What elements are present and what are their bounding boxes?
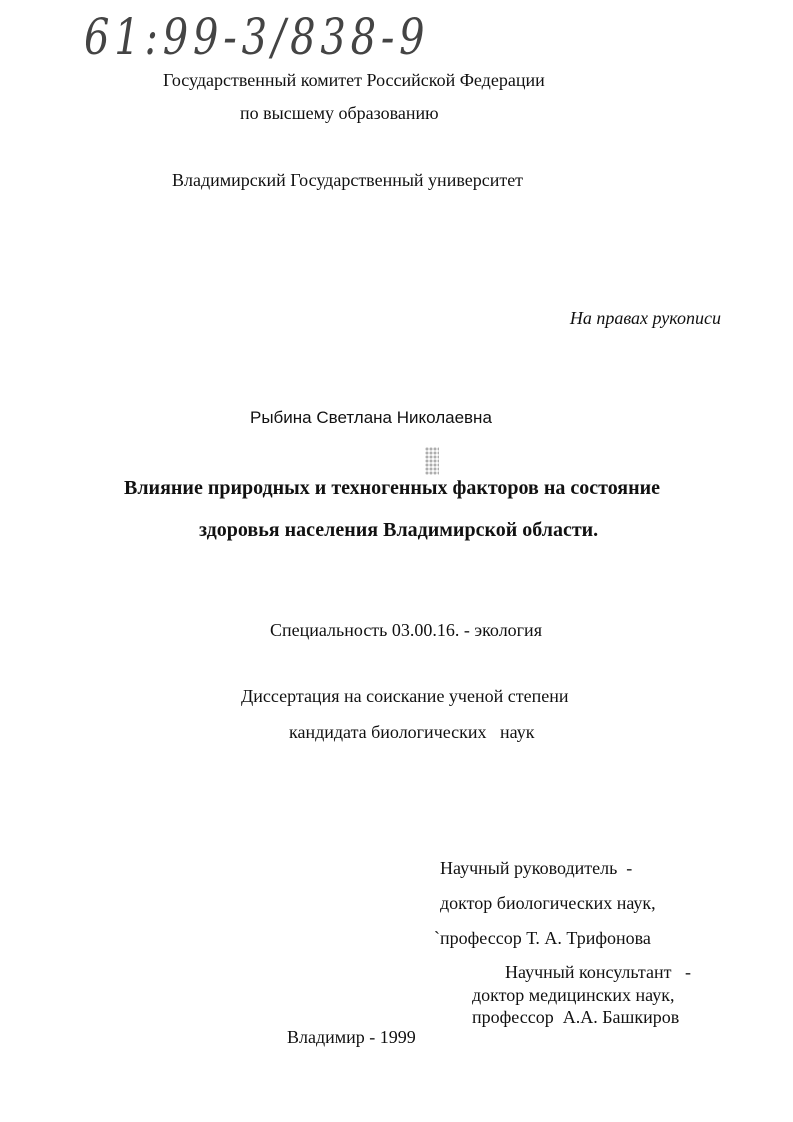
consultant-name: профессор А.А. Башкиров [472,1007,680,1027]
specialty: Специальность 03.00.16. - экология [270,620,542,640]
author-name: Рыбина Светлана Николаевна [250,408,492,427]
title-line-1: Влияние природных и техногенных факторов на состояние [124,477,661,499]
degree-line-2: кандидата биологических наук [289,722,535,742]
title-line-2: здоровья населения Владимирской области. [199,519,599,541]
supervisor-name: `профессор Т. А. Трифонова [434,928,651,948]
city-year: Владимир - 1999 [287,1027,416,1047]
university-name: Владимирский Государственный университет [172,170,524,190]
consultant-degree: доктор медицинских наук, [472,985,675,1005]
supervisor-role: Научный руководитель - [440,858,633,878]
consultant-role: Научный консультант - [505,962,691,982]
supervisor-degree: доктор биологических наук, [440,893,656,913]
header-line-2: по высшему образованию [240,103,439,123]
header-line-1: Государственный комитет Российской Федерации [163,70,545,90]
manuscript-note: На правах рукописи [569,308,721,328]
handwritten-catalog-code: 61:99-3/838-9 [84,8,430,66]
degree-line-1: Диссертация на соискание ученой степени [241,686,569,706]
scan-artifact [425,447,439,475]
